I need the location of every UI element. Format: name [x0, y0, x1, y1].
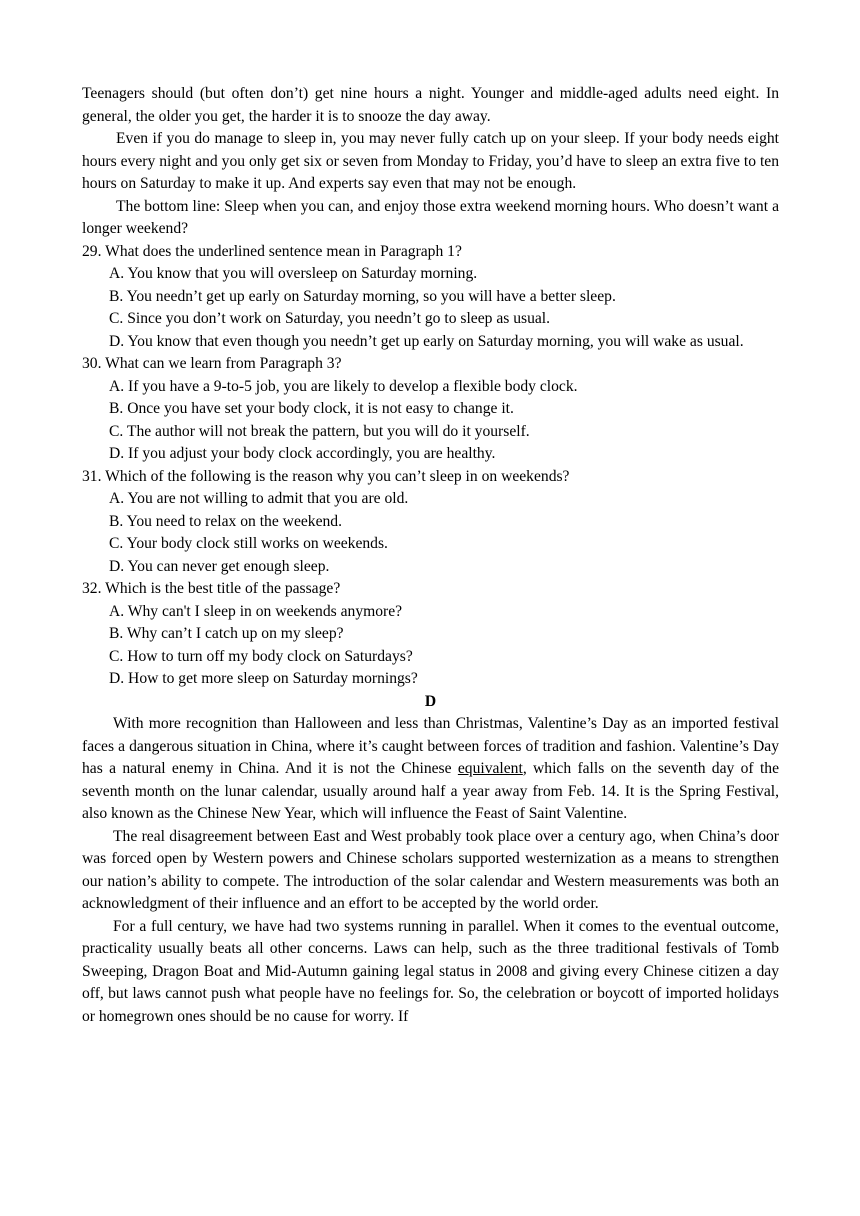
- paragraph: For a full century, we have had two systems running in parallel. When it comes to the eventual outcome, practicality usually beats all other concerns. Laws can help, such as the three traditional festivals of Tomb Sweeping, Dragon Boat and Mid-Autumn gaining legal status in 2008 and giving every Chinese citizen a day off, but laws cannot push what people have no feelings for. So, the celebration or boycott of imported holidays or homegrown ones should be no cause for worry. If: [82, 917, 779, 1025]
- option-a: A. If you have a 9-to-5 job, you are likely to develop a flexible body clock.: [109, 377, 578, 395]
- option-c: C. Your body clock still works on weekends.: [109, 535, 388, 552]
- document-page: [82, 83, 779, 1028]
- option-c: C. Since you don’t work on Saturday, you needn’t go to sleep as usual.: [109, 310, 551, 327]
- question-stem: 31. Which of the following is the reason why you can’t sleep in on weekends?: [82, 467, 570, 485]
- question-stem: 32. Which is the best title of the passage?: [82, 580, 341, 597]
- question-29: [82, 241, 779, 354]
- text-run: , which falls on the seventh day of the seventh month on the lunar calendar, usually around half a year away from Feb. 14. It is the Spring Festival, also known as the Chinese New Year, which will influence the Feast of Saint Valentine.: [82, 760, 779, 822]
- option-a: A. You are not willing to admit that you are old.: [109, 490, 409, 507]
- paragraph: Even if you do manage to sleep in, you may never fully catch up on your sleep. If your body needs eight hours every night and you only get six or seven from Monday to Friday, you’d have to sleep an extra five to ten hours on Saturday to make it up. And experts say even that may not be enough.: [82, 130, 779, 192]
- option-b: B. Once you have set your body clock, it is not easy to change it.: [109, 400, 514, 417]
- question-30: [82, 353, 779, 466]
- option-b: B. You needn’t get up early on Saturday morning, so you will have a better sleep.: [109, 287, 616, 305]
- option-d: D. You know that even though you needn’t get up early on Saturday morning, you will wake as usual.: [109, 332, 744, 350]
- option-list: [82, 488, 779, 578]
- option-c: C. How to turn off my body clock on Saturdays?: [109, 647, 413, 665]
- option-list: [82, 263, 779, 353]
- option-a: A. Why can't I sleep in on weekends anymore?: [109, 602, 403, 620]
- paragraph: The bottom line: Sleep when you can, and enjoy those extra weekend morning hours. Who doesn’t want a longer weekend?: [82, 197, 779, 237]
- question-stem: 30. What can we learn from Paragraph 3?: [82, 355, 342, 372]
- question-stem: 29. What does the underlined sentence mean in Paragraph 1?: [82, 242, 462, 260]
- paragraph: Teenagers should (but often don’t) get nine hours a night. Younger and middle-aged adults need eight. In general, the older you get, the harder it is to snooze the day away.: [82, 85, 779, 125]
- option-c: C. The author will not break the pattern, but you will do it yourself.: [109, 422, 530, 440]
- option-b: B. Why can’t I catch up on my sleep?: [109, 625, 344, 642]
- option-b: B. You need to relax on the weekend.: [109, 512, 342, 530]
- paragraph: The real disagreement between East and West probably took place over a century ago, when China’s door was forced open by Western powers and Chinese scholars supported westernization as a means to strengthen our nation’s ability to compete. The introduction of the solar calendar and Western measurements was both an acknowledgment of their influence and an effort to be accepted by the world order.: [82, 827, 779, 912]
- paragraph: [82, 713, 779, 826]
- section-heading: D: [424, 692, 437, 710]
- underlined-word: equivalent: [457, 760, 523, 777]
- option-a: A. You know that you will oversleep on Saturday morning.: [109, 265, 478, 282]
- question-32: [82, 578, 779, 691]
- question-31: [82, 466, 779, 579]
- option-d: D. If you adjust your body clock accordingly, you are healthy.: [109, 445, 496, 462]
- option-list: [82, 376, 779, 466]
- option-list: [82, 601, 779, 691]
- text-run: With more recognition than Halloween and less than Christmas, Valentine’s Day as an imported festival faces a dangerous situation in China, where it’s caught between forces of tradition and fashion. Valentine’s Day has a natural enemy in China. And it is not the Chinese: [82, 715, 779, 777]
- option-d: D. You can never get enough sleep.: [109, 557, 330, 575]
- option-d: D. How to get more sleep on Saturday mornings?: [109, 670, 418, 687]
